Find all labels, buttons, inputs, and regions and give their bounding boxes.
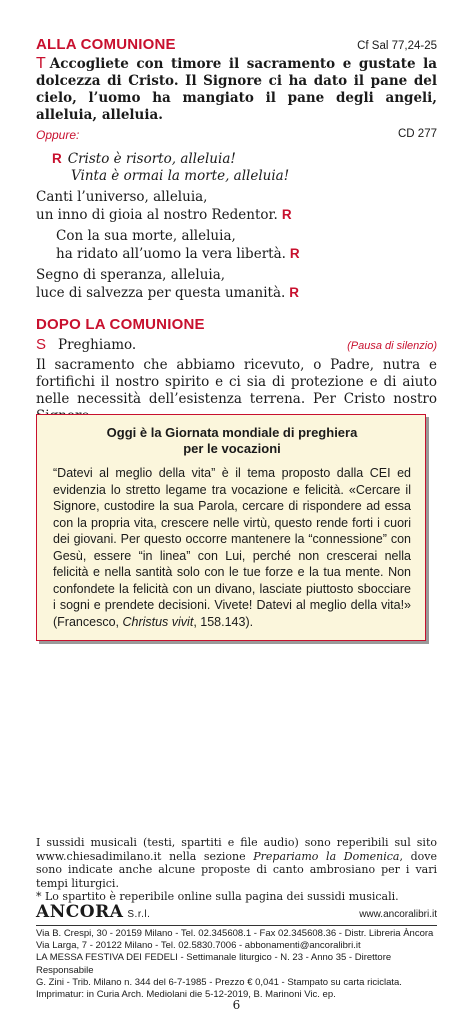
imprint-line-2: Via Larga, 7 - 20122 Milano - Tel. 02.5830.7006 - abbonamenti@ancoralibri.it: [36, 940, 361, 952]
post-communion-prayer: Il sacramento che abbiamo ricevuto, o Padre, nutra e fortifichi il nostro spirito e ci sia di protezione e di aiuto nelle necessità dell’esistenza terrena. Per Cristo nostro: [36, 357, 437, 407]
pausa-note: (Pausa di silenzio): [347, 340, 437, 352]
r-mark: R: [289, 246, 300, 261]
r-mark: R: [52, 151, 62, 166]
r-mark: R: [289, 285, 300, 300]
imprint-line-5: Imprimatur: in Curia Arch. Mediolani die 5-12-2019, B. Marinoni Vic. ep.: [36, 989, 336, 1001]
imprint: [36, 928, 437, 1001]
publisher-site-link[interactable]: www.ancoralibri.it: [359, 909, 437, 920]
r-mark: R: [281, 207, 292, 222]
verse-1-line-1: Canti l’universo, alleluia,: [36, 189, 208, 205]
imprint-line-1: Via B. Crespi, 30 - 20159 Milano - Tel. 02.345608.1 - Fax 02.345608.36 - Distr. Libreria Àncora: [36, 928, 434, 939]
preghiamo-row: [36, 336, 437, 353]
footnote-part-2: , dove sono indicate anche alcune proposte di canto ambrosiano per i vari tempi liturgici.: [36, 849, 437, 890]
page-number: 6: [232, 998, 241, 1012]
verse-2: [36, 228, 437, 263]
box-citation-end: , 158.143).: [193, 614, 254, 629]
comunione-title: ALLA COMUNIONE: [36, 36, 176, 53]
publisher-srl: S.r.l.: [127, 909, 151, 920]
refrain-line-2: Vinta è ormai la morte, alleluia!: [71, 168, 290, 184]
box-citation-title: Christus vivit: [122, 614, 194, 629]
s-mark: S: [36, 336, 47, 353]
antiphon-text: Accogliete con timore il sacramento e gustate la dolcezza di Cristo. Il Signore ci ha dato il pane del cielo, l’uomo ha mangiato il pane degli angeli, alleluia, alleluia.: [36, 56, 437, 123]
verse-1-line-2: un inno di gioia al nostro Redentor.: [36, 207, 278, 223]
box-title-line-1: Oggi è la Giornata mondiale di preghiera: [106, 425, 358, 440]
liturgy-page: [36, 36, 437, 445]
verse-2-line-1: Con la sua morte, alleluia,: [56, 228, 236, 244]
footnote-part-1: I sussidi musicali (testi, spartiti e file audio) sono reperibili sul sito www.chiesadimilano.it nella sezione: [36, 836, 437, 863]
footnote-section: Prepariamo la Domenica: [253, 849, 400, 863]
publisher-logo: [36, 902, 150, 922]
refrain-line-1: Cristo è risorto, alleluia!: [67, 151, 236, 167]
verse-3-line-1: Segno di speranza, alleluia,: [36, 267, 226, 283]
oppure-label: Oppure:: [36, 128, 80, 142]
imprint-line-4: G. Zini - Trib. Milano n. 344 del 6-7-1985 - Prezzo € 0,041 - Stampato su carta riciclata.: [36, 976, 402, 988]
footnote-line-2: * Lo spartito è reperibile online sulla pagina dei sussidi musicali.: [36, 890, 399, 903]
verse-3-line-2: luce di salvezza per questa umanità.: [36, 285, 286, 301]
imprint-line-3: LA MESSA FESTIVA DEI FEDELI - Settimanale liturgico - N. 23 - Anno 35 - Direttore Responsabile: [36, 952, 392, 976]
preghiamo-text: Preghiamo.: [58, 337, 137, 353]
psalm-reference: Cf Sal 77,24-25: [357, 40, 437, 52]
box-title: [53, 425, 411, 457]
music-footnote: [36, 836, 437, 904]
comunione-header: [36, 36, 437, 53]
box-body-text: “Datevi al meglio della vita” è il tema proposto dalla CEI ed evidenzia lo stretto legame tra vocazione e felicità. «Cercare il Signore, custodire la sua Parola, cercare di rispondere ad essa con la propria vita, crescere nelle virtù, questo rende forti i cuori dei giovani. Per questo occorre mantenere la “connessione” con Gesù, essere “in linea” con Lui, perché non crescerai nella felicità e nella santità solo con le tue forze e la tua mente. Non confondete la felicità con un divano, lasciate piuttosto sbocciare i sogni e prendete decisioni. Vivete! Datevi al meglio della vita!» (Francesco,: [53, 466, 411, 629]
cd-reference: CD 277: [398, 128, 437, 140]
verse-1: [36, 189, 437, 224]
t-mark: T: [36, 55, 46, 72]
communion-antiphon: [36, 55, 437, 124]
verse-3: [36, 267, 437, 302]
box-body: [53, 465, 411, 630]
verse-2-line-2: ha ridato all’uomo la vera libertà.: [56, 246, 286, 262]
dopo-header: [36, 316, 437, 333]
box-title-line-2: per le vocazioni: [183, 441, 281, 456]
vocations-box: [36, 414, 426, 641]
oppure-row: [36, 128, 437, 142]
dopo-title: DOPO LA COMUNIONE: [36, 316, 205, 333]
publisher-brand-row: [36, 902, 437, 926]
refrain: [52, 150, 437, 185]
publisher-name: ANCORA: [36, 902, 124, 922]
